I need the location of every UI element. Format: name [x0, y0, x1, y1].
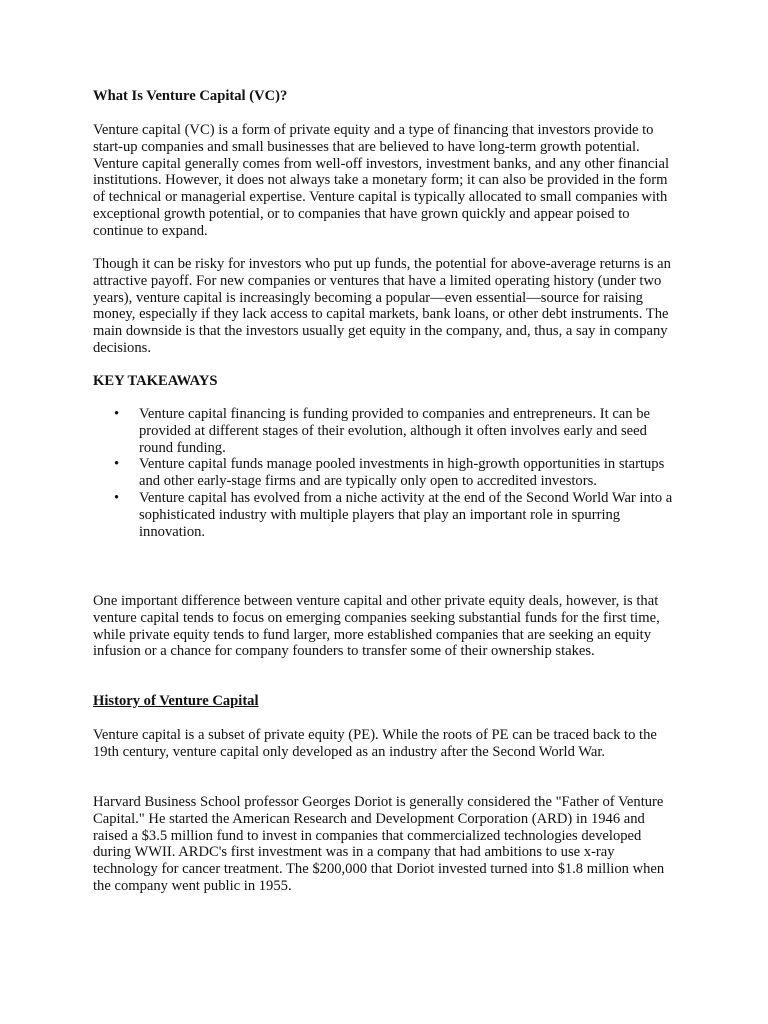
bullet-icon: •: [114, 456, 120, 473]
list-item: [93, 406, 675, 456]
history-paragraph-2: Harvard Business School professor Georges Doriot is generally considered the "Father of Venture Capital." He started the American Research and Development Corporation (ARD) in 1946 and raised a $3.5 million fund to invest in companies that commercialized technologies developed during WWII. ARDC's first investment was in a company that had ambitions to use x-ray technology for cancer treatment. The $200,000 that Doriot invested turned into $1.8 million when the company went public in 1955.: [93, 794, 665, 894]
difference-paragraph: One important difference between venture capital and other private equity deals, however, is that venture capital tends to focus on emerging companies seeking substantial funds for the first time, while private equity tends to fund larger, more established companies that are seeking an equity infusion or a chance for company founders to transfer some of their ownership stakes.: [93, 593, 660, 660]
history-heading: History of Venture Capital: [93, 693, 259, 709]
bullet-icon: •: [114, 489, 120, 506]
list-item-text: Venture capital funds manage pooled investments in high-growth opportunities in startups and other early-stage firms and are typically only open to accredited investors.: [139, 456, 665, 490]
list-item: [93, 456, 675, 490]
key-takeaways-list: [93, 406, 675, 540]
history-paragraph-1: Venture capital is a subset of private equity (PE). While the roots of PE can be traced back to the 19th century, venture capital only developed as an industry after the Second World War.: [93, 727, 657, 760]
list-item: [93, 490, 675, 540]
key-takeaways-heading: KEY TAKEAWAYS: [93, 373, 218, 389]
list-item-text: Venture capital financing is funding provided to companies and entrepreneurs. It can be provided at different stages of their evolution, although it often involves early and seed round funding.: [139, 406, 651, 456]
bullet-icon: •: [114, 406, 120, 422]
document-title: What Is Venture Capital (VC)?: [93, 88, 288, 104]
risk-paragraph: Though it can be risky for investors who put up funds, the potential for above-average returns is an attractive payoff. For new companies or ventures that have a limited operating history (under two years), venture capital is increasingly becoming a popular—even essential—source for raising money, especially if they lack access to capital markets, bank loans, or other debt instruments. The main downside is that the investors usually get equity in the company, and, thus, a say in company decisions.: [93, 256, 671, 356]
intro-paragraph: Venture capital (VC) is a form of private equity and a type of financing that investors provide to start-up companies and small businesses that are believed to have long-term growth potential. Venture capital generally comes from well-off investors, investment banks, and any other financial institutions. However, it does not always take a monetary form; it can also be provided in the form of technical or managerial expertise. Venture capital is typically allocated to small companies with exceptional growth potential, or to companies that have grown quickly and appear poised to continue to expand.: [93, 122, 669, 239]
list-item-text: Venture capital has evolved from a niche activity at the end of the Second World War into a sophisticated industry with multiple players that play an important role in spurring innovation.: [139, 489, 673, 540]
